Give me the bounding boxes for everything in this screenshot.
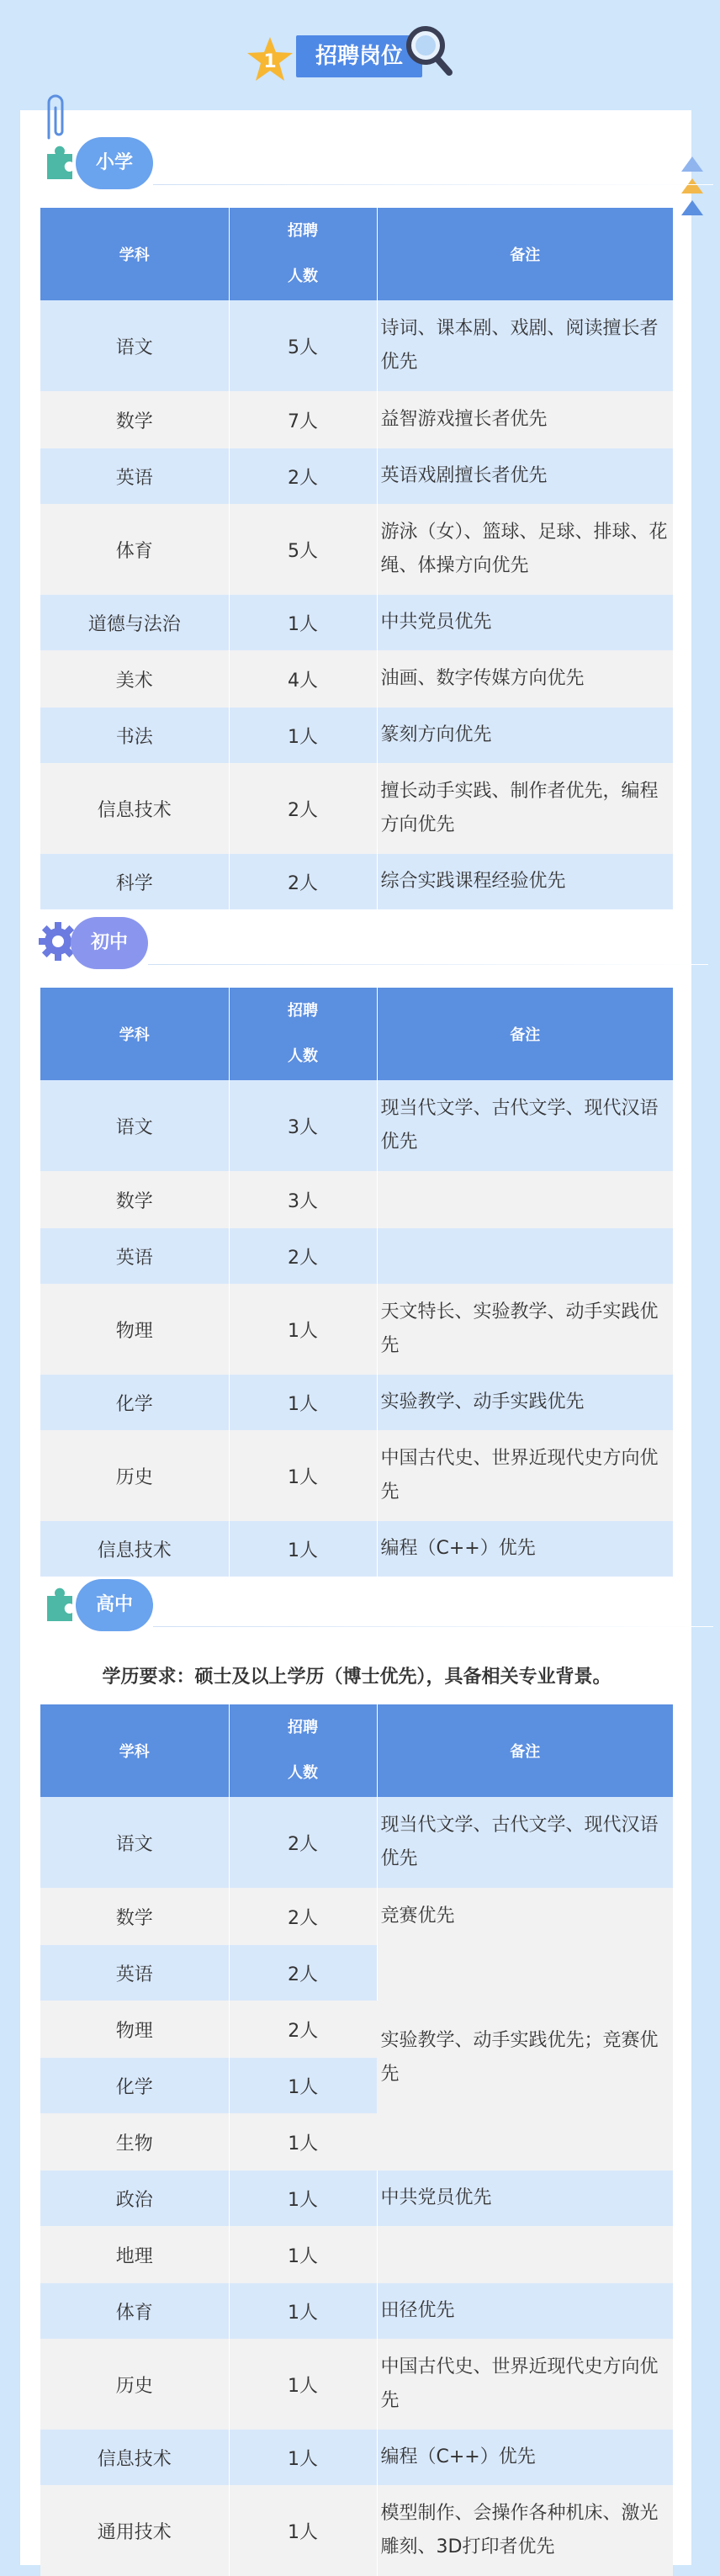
cell-subject: 道德与法治	[40, 595, 229, 650]
cell-note: 现当代文学、古代文学、现代汉语优先	[377, 1797, 673, 1888]
cell-count: 1人	[229, 2171, 377, 2226]
cell-note: 实验教学、动手实践优先	[377, 1375, 673, 1430]
cell-subject: 科学	[40, 854, 229, 909]
table-row	[40, 1888, 673, 1945]
cell-note-merged: 实验教学、动手实践优先；竞赛优先	[377, 1945, 673, 2171]
header-count	[229, 1704, 377, 1797]
table-row	[40, 1228, 673, 1284]
table-header-row	[40, 1704, 673, 1797]
cell-count: 1人	[229, 2226, 377, 2283]
table-row	[40, 2485, 673, 2576]
cell-subject: 体育	[40, 504, 229, 595]
cell-note: 田径优先	[377, 2283, 673, 2339]
cell-subject: 语文	[40, 1080, 229, 1171]
cell-note: 游泳（女）、篮球、足球、排球、花绳、体操方向优先	[377, 504, 673, 595]
magnifier-icon	[402, 22, 454, 79]
divider	[153, 184, 713, 185]
cell-note: 编程（C++）优先	[377, 2430, 673, 2485]
cell-count: 7人	[229, 391, 377, 448]
page-title: 招聘岗位	[296, 35, 422, 77]
primary-school-table	[40, 208, 673, 909]
cell-count: 1人	[229, 2058, 377, 2113]
header-subject: 学科	[40, 1704, 229, 1797]
cell-note: 编程（C++）优先	[377, 1521, 673, 1577]
cell-count: 2人	[229, 1945, 377, 2001]
cell-count: 4人	[229, 650, 377, 708]
cell-count: 2人	[229, 854, 377, 909]
cell-count: 3人	[229, 1171, 377, 1228]
header-count-line1: 招聘	[288, 1719, 318, 1736]
education-requirement: 学历要求：硕士及以上学历（博士优先），具备相关专业背景。	[102, 1667, 611, 1688]
cell-note: 综合实践课程经验优先	[377, 854, 673, 909]
tag-label: 小学	[76, 137, 153, 189]
section-tag-high-main	[42, 1579, 713, 1631]
cell-subject: 地理	[40, 2226, 229, 2283]
cell-count: 3人	[229, 1080, 377, 1171]
table-row	[40, 1945, 673, 2001]
cell-subject: 数学	[40, 1171, 229, 1228]
cell-subject: 通用技术	[40, 2485, 229, 2576]
header-count-line2: 人数	[288, 1764, 318, 1782]
table-row	[40, 2339, 673, 2430]
cell-note: 中共党员优先	[377, 595, 673, 650]
header-count-line2: 人数	[288, 1047, 318, 1065]
table-header-row	[40, 208, 673, 300]
cell-note: 现当代文学、古代文学、现代汉语优先	[377, 1080, 673, 1171]
header-subject: 学科	[40, 988, 229, 1080]
table-row	[40, 300, 673, 391]
cell-subject: 信息技术	[40, 2430, 229, 2485]
cell-note: 擅长动手实践、制作者优先，编程方向优先	[377, 763, 673, 854]
cell-count: 1人	[229, 1430, 377, 1521]
cell-note: 诗词、课本剧、戏剧、阅读擅长者优先	[377, 300, 673, 391]
cell-note	[377, 2226, 673, 2283]
table-row	[40, 595, 673, 650]
cell-note: 天文特长、实验教学、动手实践优先	[377, 1284, 673, 1375]
header-count-line2: 人数	[288, 268, 318, 285]
table-row	[40, 650, 673, 708]
cell-count: 2人	[229, 1797, 377, 1888]
cell-subject: 数学	[40, 391, 229, 448]
table-row	[40, 1430, 673, 1521]
section-tag-primary	[42, 137, 713, 189]
table-row	[40, 1171, 673, 1228]
cell-note	[377, 1228, 673, 1284]
header-note: 备注	[377, 1704, 673, 1797]
cell-note: 油画、数字传媒方向优先	[377, 650, 673, 708]
paperclip-icon	[37, 93, 71, 143]
cell-subject: 化学	[40, 2058, 229, 2113]
cell-subject: 英语	[40, 448, 229, 504]
cell-count: 5人	[229, 504, 377, 595]
table-row	[40, 504, 673, 595]
cell-subject: 英语	[40, 1945, 229, 2001]
header-note: 备注	[377, 208, 673, 300]
section-tag-middle	[37, 917, 713, 969]
table-row	[40, 391, 673, 448]
badge-number: 1	[263, 51, 277, 72]
cell-subject: 体育	[40, 2283, 229, 2339]
cell-subject: 信息技术	[40, 763, 229, 854]
cell-subject: 美术	[40, 650, 229, 708]
star-number-badge-icon	[246, 35, 294, 84]
cell-note: 竞赛优先	[377, 1888, 673, 1945]
cell-subject: 历史	[40, 2339, 229, 2430]
cell-count: 1人	[229, 595, 377, 650]
tag-label: 高中	[76, 1579, 153, 1631]
section-header	[0, 0, 720, 99]
cell-count: 1人	[229, 2283, 377, 2339]
cell-note: 中国古代史、世界近现代史方向优先	[377, 1430, 673, 1521]
table-row	[40, 1080, 673, 1171]
middle-school-table	[40, 988, 673, 1577]
cell-count: 1人	[229, 708, 377, 763]
cell-count: 1人	[229, 1521, 377, 1577]
cell-note: 篆刻方向优先	[377, 708, 673, 763]
cell-note: 模型制作、会操作各种机床、激光雕刻、3D打印者优先	[377, 2485, 673, 2576]
table-header-row	[40, 988, 673, 1080]
cell-count: 5人	[229, 300, 377, 391]
cell-count: 1人	[229, 2113, 377, 2171]
table-row	[40, 1375, 673, 1430]
header-note: 备注	[377, 988, 673, 1080]
cell-subject: 书法	[40, 708, 229, 763]
cell-note: 中共党员优先	[377, 2171, 673, 2226]
header-subject: 学科	[40, 208, 229, 300]
divider	[148, 964, 708, 965]
table-row	[40, 448, 673, 504]
table-row	[40, 763, 673, 854]
cell-subject: 语文	[40, 1797, 229, 1888]
header-count-line1: 招聘	[288, 222, 318, 240]
table-row	[40, 2226, 673, 2283]
tag-label: 初中	[71, 917, 148, 969]
cell-count: 2人	[229, 1228, 377, 1284]
cell-note	[377, 1171, 673, 1228]
cell-count: 1人	[229, 1284, 377, 1375]
cell-count: 1人	[229, 2339, 377, 2430]
table-row	[40, 1797, 673, 1888]
cell-count: 2人	[229, 763, 377, 854]
cell-note: 英语戏剧擅长者优先	[377, 448, 673, 504]
cell-count: 1人	[229, 2430, 377, 2485]
cell-subject: 政治	[40, 2171, 229, 2226]
table-row	[40, 708, 673, 763]
cell-count: 2人	[229, 1888, 377, 1945]
cell-subject: 数学	[40, 1888, 229, 1945]
cell-subject: 生物	[40, 2113, 229, 2171]
cell-count: 2人	[229, 2001, 377, 2058]
table-row	[40, 2171, 673, 2226]
divider	[153, 1626, 713, 1627]
header-count	[229, 208, 377, 300]
table-row	[40, 2430, 673, 2485]
cell-subject: 化学	[40, 1375, 229, 1430]
cell-subject: 历史	[40, 1430, 229, 1521]
table-row	[40, 854, 673, 909]
table-row	[40, 2283, 673, 2339]
table-row	[40, 1284, 673, 1375]
cell-count: 1人	[229, 2485, 377, 2576]
cell-subject: 信息技术	[40, 1521, 229, 1577]
header-count-line1: 招聘	[288, 1002, 318, 1020]
header-count	[229, 988, 377, 1080]
cell-count: 2人	[229, 448, 377, 504]
high-school-table	[40, 1704, 673, 2576]
cell-count: 1人	[229, 1375, 377, 1430]
cell-subject: 英语	[40, 1228, 229, 1284]
cell-note: 益智游戏擅长者优先	[377, 391, 673, 448]
cell-subject: 语文	[40, 300, 229, 391]
cell-subject: 物理	[40, 2001, 229, 2058]
table-row	[40, 1521, 673, 1577]
cell-note: 中国古代史、世界近现代史方向优先	[377, 2339, 673, 2430]
cell-subject: 物理	[40, 1284, 229, 1375]
